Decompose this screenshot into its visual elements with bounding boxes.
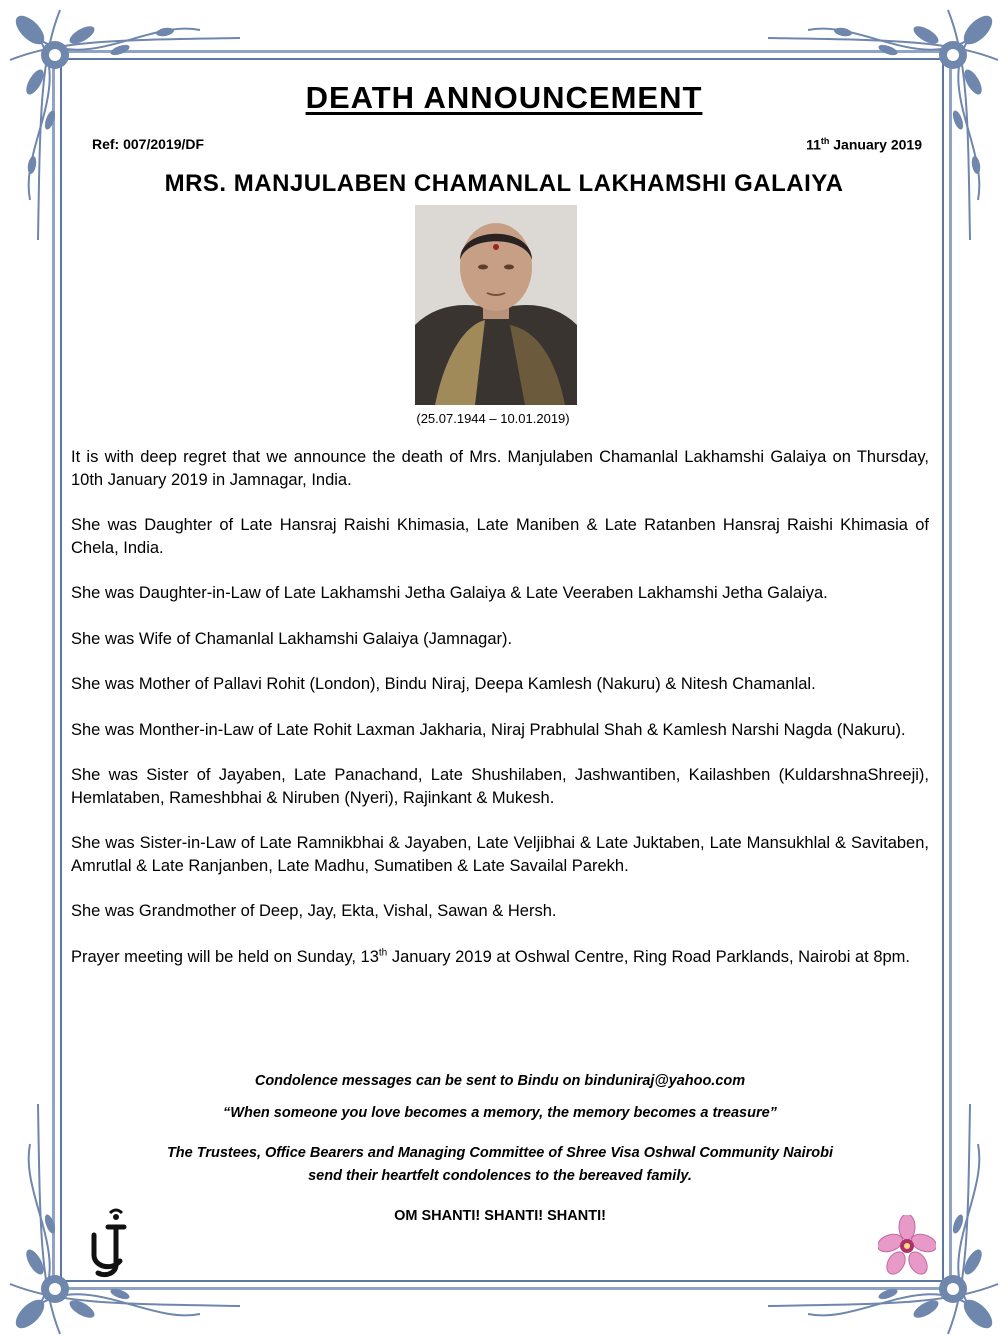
paragraph-sister: She was Sister of Jayaben, Late Panachand, Late Shushilaben, Jashwantiben, Kailashben (KuldarshnaShreeji), Hemlataben, Rameshbhai & Niruben (Nyeri), Rajinkant & Mukesh. <box>71 766 929 807</box>
prayer-text-start: Prayer meeting will be held on Sunday, 13 <box>71 947 379 966</box>
paragraph-mother-in-law: She was Monther-in-Law of Late Rohit Laxman Jakharia, Niraj Prabhulal Shah & Kamlesh Narshi Nagda (Nakuru). <box>71 720 906 739</box>
jain-symbol-icon <box>84 1205 130 1280</box>
page-title <box>0 80 1008 116</box>
page-title-text: DEATH ANNOUNCEMENT <box>305 80 703 115</box>
paragraph-prayer-meeting <box>71 946 929 969</box>
paragraph-wife: She was Wife of Chamanlal Lakhamshi Galaiya (Jamnagar). <box>71 629 513 648</box>
trustees-line-2: send their heartfelt condolences to the bereaved family. <box>308 1168 692 1184</box>
date-rest: January 2019 <box>829 136 922 153</box>
closing-section <box>0 1070 1000 1228</box>
paragraph-daughter-in-law: She was Daughter-in-Law of Late Lakhamshi Jetha Galaiya & Late Veeraben Lakhamshi Jetha Galaiya. <box>71 584 828 602</box>
paragraph-death-notice: It is with deep regret that we announce the death of Mrs. Manjulaben Chamanlal Lakhamshi Galaiya on Thursday, 10th January 2019 in Jamnagar, India. <box>71 448 929 489</box>
prayer-date-suffix: th <box>378 947 388 958</box>
deceased-name: MRS. MANJULABEN CHAMANLAL LAKHAMSHI GALAIYA <box>164 170 844 197</box>
paragraph-sister-in-law: She was Sister-in-Law of Late Ramnikbhai & Jayaben, Late Veljibhai & Late Juktaben, Late Mansukhlal & Savitaben, Amrutlal & Late Ranjanben, Late Madhu, Sumatiben & Late Savailal Parekh. <box>71 834 929 875</box>
floral-corner-ornament-top-left <box>0 0 240 240</box>
date-day: 11 <box>806 136 821 153</box>
prayer-text-end: January 2019 at Oshwal Centre, Ring Road Parklands, Nairobi at 8pm. <box>387 947 911 966</box>
announcement-date <box>806 136 922 153</box>
portrait-photo <box>415 205 577 405</box>
om-shanti: OM SHANTI! SHANTI! SHANTI! <box>394 1208 606 1224</box>
orchid-flower-icon <box>878 1215 936 1277</box>
lifespan-dates: (25.07.1944 – 10.01.2019) <box>416 411 570 426</box>
date-suffix: th <box>820 136 830 146</box>
announcement-body <box>71 446 929 991</box>
paragraph-daughter: She was Daughter of Late Hansraj Raishi Khimasia, Late Maniben & Late Ratanben Hansraj Raishi Khimasia of Chela, India. <box>71 516 929 557</box>
condolence-message: Condolence messages can be sent to Bindu on binduniraj@yahoo.com <box>254 1073 746 1089</box>
trustees-condolence <box>0 1142 1000 1188</box>
trustees-line-1: The Trustees, Office Bearers and Managing Committee of Shree Visa Oshwal Community Nairobi <box>166 1145 834 1161</box>
paragraph-mother: She was Mother of Pallavi Rohit (London), Bindu Niraj, Deepa Kamlesh (Nakuru) & Nitesh Chamanlal. <box>71 675 816 693</box>
reference-number: Ref: 007/2019/DF <box>92 136 205 152</box>
memory-quote: “When someone you love becomes a memory, the memory becomes a treasure” <box>223 1105 777 1121</box>
paragraph-grandmother: She was Grandmother of Deep, Jay, Ekta, Vishal, Sawan & Hersh. <box>71 902 557 920</box>
floral-corner-ornament-top-right <box>768 0 1008 240</box>
